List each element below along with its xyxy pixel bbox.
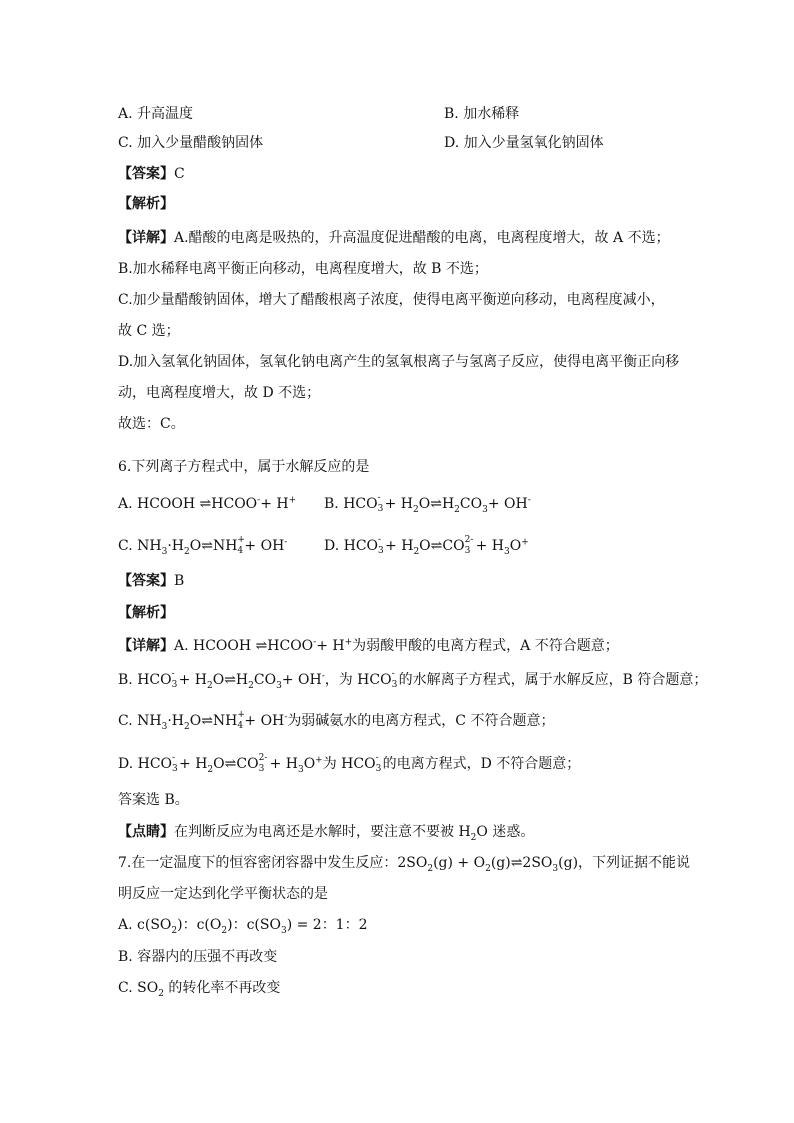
q5-answer: 【答案】C <box>118 166 185 182</box>
q6-detail-b: B. HCO - 3 + $H_2O\rightleftharpoons H_2CO_3+ OH^-$，为 HCO - 3 的水解离子方程式，属于水解反应，B 符合题意； <box>118 669 708 691</box>
q6-conclusion: 答案选 B。 <box>118 792 189 808</box>
q5-detail-c-line2: 故 C 选； <box>118 323 180 339</box>
q5-option-c: C. 加入少量醋酸钠固体 <box>118 135 264 151</box>
q5-detail-d-line1: D.加入氢氧化钠固体，氢氧化钠电离产生的氢氧根离子与氢离子反应，使得电离平衡正向移 <box>118 354 680 370</box>
q6-option-a: A. HCOOH ⇌HCOO-+ H+ <box>118 495 297 512</box>
q5-option-a: A. 升高温度 <box>118 106 194 122</box>
q5-detail-c-line1: C.加少量醋酸钠固体，增大了醋酸根离子浓度，使得电离平衡逆向移动，电离程度减小， <box>118 292 665 308</box>
q7-option-b: B. 容器内的压强不再改变 <box>118 949 278 965</box>
q5-option-d: D. 加入少量氢氧化钠固体 <box>444 135 604 151</box>
q6-analysis-heading: 【解析】 <box>118 605 174 621</box>
q5-analysis-heading: 【解析】 <box>118 196 174 212</box>
q6-tip: 【点睛】在判断反应为电离还是水解时，要注意不要被 $H_2O$ 迷惑。 <box>118 824 535 843</box>
q7-stem-line2: 明反应一定达到化学平衡状态的是 <box>118 886 328 902</box>
q6-option-d: D. HCO - 3 + $H_2O\rightleftharpoons CO$ 2- 3 + $H_3O^+$ <box>324 535 529 557</box>
q7-option-a: A. $c(SO_2)$：$c(O_2)$：$c(SO_3) = 2$：1：2 <box>118 917 368 936</box>
q6-option-b: B. HCO - 3 + $H_2O\rightleftharpoons H_2CO_3+ OH^-$ <box>324 493 531 515</box>
q6-detail-c: C. $NH_3\cdot H_2O\rightleftharpoons NH$ + 4 + OH-为弱碱氨水的电离方程式，C 不符合题意； <box>118 710 555 732</box>
q6-stem: 6.下列离子方程式中，属于水解反应的是 <box>118 459 370 475</box>
q5-detail-a: 【详解】A.醋酸的电离是吸热的，升高温度促进醋酸的电离，电离程度增大，故 A 不选； <box>118 230 670 246</box>
q6-answer: 【答案】B <box>118 573 185 589</box>
q6-option-c: C. $NH_3\cdot H_2O\rightleftharpoons NH$ + 4 + OH- <box>118 535 288 557</box>
q6-detail-a: 【详解】A. HCOOH ⇌HCOO-+ H+为弱酸甲酸的电离方程式，A 不符合题意； <box>118 637 619 654</box>
q7-stem-line1: 7.在一定温度下的恒容密闭容器中发生反应：$2SO_2(g)$ + $O_2(g)\rightleftharpoons 2SO_3(g)$，下列证据不能说 <box>118 855 691 874</box>
q5-detail-d-line2: 动，电离程度增大，故 D 不选； <box>118 385 321 401</box>
q7-option-c: C. $SO_2$ 的转化率不再改变 <box>118 980 281 999</box>
q6-detail-d: D. HCO - 3 + $H_2O\rightleftharpoons CO$ 2- 3 + $H_3O^+$为 HCO - 3 的电离方程式，D 不符合题意； <box>118 753 581 775</box>
q5-conclusion: 故选：C。 <box>118 416 185 432</box>
q5-detail-b: B.加水稀释电离平衡正向移动，电离程度增大，故 B 不选； <box>118 261 488 277</box>
q5-option-b: B. 加水稀释 <box>444 106 520 122</box>
